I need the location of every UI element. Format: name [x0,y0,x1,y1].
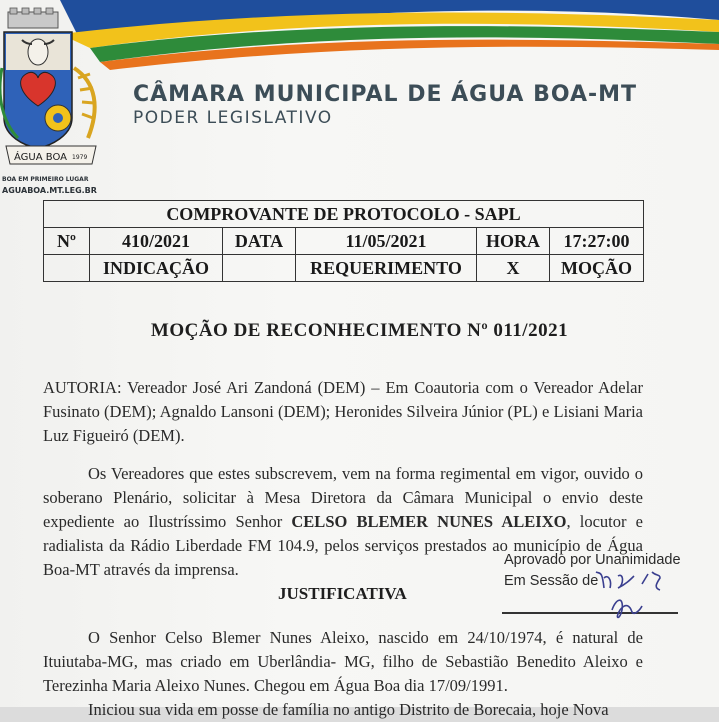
protocol-row [44,228,644,255]
protocol-cell: 11/05/2021 [296,228,477,255]
stamp-approved-text: Aprovado por Unanimidade [504,552,681,568]
protocol-cell: HORA [477,228,550,255]
protocol-cell: INDICAÇÃO [90,255,223,282]
protocol-cell: DATA [223,228,296,255]
protocol-caption: COMPROVANTE DE PROTOCOLO - SAPL [44,201,644,228]
protocol-cell: Nº [44,228,90,255]
protocol-cell [223,255,296,282]
logo-banner-text: ÁGUA BOA [14,152,67,163]
coat-of-arms-logo [0,8,118,168]
body-text: Os Vereadores que estes subscrevem, vem na forma regimental em vigor, ouvido o soberano Plenário, solicitar à Mesa Diretora da Câmara Municipal o envio deste expediente ao Ilustríssimo Senhor [43,464,643,531]
motion-title: MOÇÃO DE RECONHECIMENTO Nº 011/2021 [150,320,569,341]
protocol-cell: X [477,255,550,282]
chamber-website: AGUABOA.MT.LEG.BR [2,186,97,195]
honoree-name: CELSO BLEMER NUNES ALEIXO [291,512,567,531]
protocol-cell [44,255,90,282]
protocol-table [43,200,644,282]
protocol-cell: 410/2021 [90,228,223,255]
protocol-cell: MOÇÃO [550,255,644,282]
protocol-cell: REQUERIMENTO [296,255,477,282]
protocol-cell: 17:27:00 [550,228,644,255]
logo-year-text: 1979 [72,154,88,161]
stamp-session-text: Em Sessão de [504,573,599,589]
chamber-subtitle: PODER LEGISLATIVO [133,108,333,128]
body-text-continued: , locutor e radialista da Rádio Liberdade FM 104.9, pelos serviços prestados ao município de Água Boa-MT através da imprensa. [43,512,643,579]
justification-paragraph-2: Iniciou sua vida em posse de família no antigo Distrito de Borecaia, hoje Nova [88,700,609,719]
justification-paragraph: O Senhor Celso Blemer Nunes Aleixo, nascido em 24/10/1974, é natural de Ituiutaba-MG, mas criado em Uberlândia- MG, filho de Sebastião Benedito Aleixo e Terezinha Maria Aleixo Nunes. Chegou em Água Boa dia 17/09/1991. [43,628,643,695]
protocol-row [44,255,644,282]
chamber-motto: BOA EM PRIMEIRO LUGAR [2,176,89,183]
justification-heading: JUSTIFICATIVA [278,584,407,603]
chamber-title: CÂMARA MUNICIPAL DE ÁGUA BOA-MT [133,82,638,107]
handwritten-date-signature [590,566,686,622]
authorship-paragraph: AUTORIA: Vereador José Ari Zandoná (DEM) – Em Coautoria com o Vereador Adelar Fusinato (DEM); Agnaldo Lansoni (DEM); Heronides Silveira Júnior (PL) e Lisiani Maria Luz Figueiró (DEM). [43,378,643,445]
